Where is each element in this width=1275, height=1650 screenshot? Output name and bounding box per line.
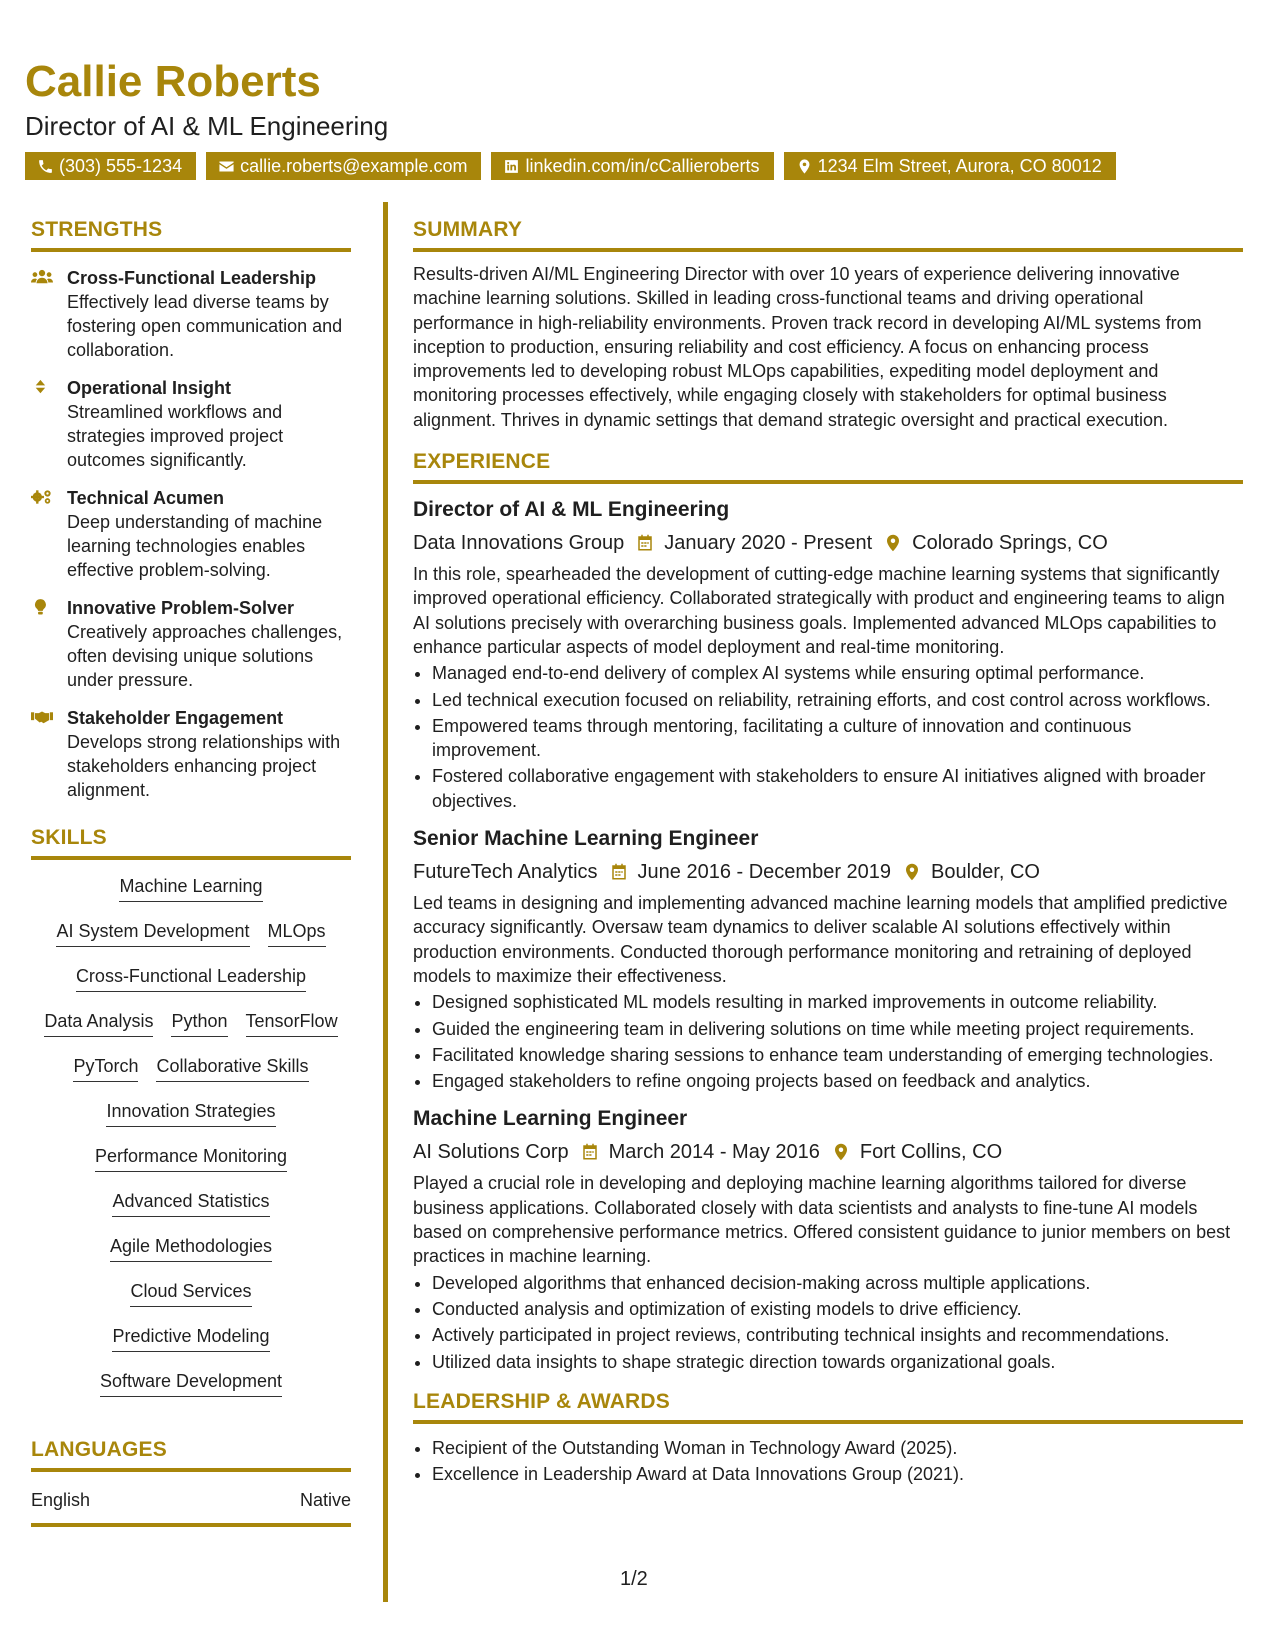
contact-linkedin[interactable]	[491, 152, 773, 180]
strength-title: Cross-Functional Leadership	[67, 268, 317, 288]
language-level: Native	[299, 1490, 351, 1510]
skill-row	[106, 1099, 275, 1144]
job-bullet: • Engaged stakeholders to refine ongoing projects based on feedback and analytics.	[432, 1069, 1243, 1093]
job-title: Machine Learning Engineer	[413, 1107, 688, 1131]
job-bullet: • Guided the engineering team in delivering solutions on time while meeting project requirements.	[432, 1017, 1243, 1041]
contact-address[interactable]	[784, 152, 1116, 180]
skill-tag: Python	[171, 1009, 227, 1037]
job-bullets	[413, 990, 1243, 1093]
skill-tag: Innovation Strategies	[106, 1099, 275, 1127]
job-bullet: • Managed end-to-end delivery of complex AI systems while ensuring optimal performance.	[432, 661, 1243, 685]
job-meta	[413, 1137, 1243, 1167]
strength-desc: Creatively approaches challenges, often devising unique solutions under pressure.	[67, 622, 343, 690]
job-bullet: • Facilitated knowledge sharing sessions to enhance team understanding of emerging technologies.	[432, 1043, 1243, 1067]
strength-item	[31, 376, 351, 472]
awards-heading: LEADERSHIP & AWARDS	[413, 1390, 1243, 1424]
strength-desc: Effectively lead diverse teams by fostering open communication and collaboration.	[67, 292, 343, 360]
job-entry	[413, 825, 1243, 1093]
strength-item	[31, 266, 351, 362]
awards-list	[413, 1436, 1243, 1487]
job-bullet: • Developed algorithms that enhanced decision-making across multiple applications.	[432, 1271, 1243, 1295]
map-pin-icon	[884, 533, 902, 553]
skill-tag: PyTorch	[73, 1054, 138, 1082]
skill-row	[110, 1234, 272, 1279]
strengths-heading: STRENGTHS	[31, 218, 351, 252]
left-column	[31, 218, 351, 1527]
job-bullet: • Actively participated in project reviews, contributing technical insights and recommendations.	[432, 1323, 1243, 1347]
contact-email-text: callie.roberts@example.com	[240, 155, 468, 176]
job-description: Played a crucial role in developing and deploying machine learning algorithms tailored for diverse business applications. Collaborated closely with data scientists and analysts to fine-tune AI models based on comprehensive performance metrics. Offered consistent guidance to junior members on best practices in machine learning.	[413, 1173, 1231, 1267]
strength-desc: Streamlined workflows and strategies improved project outcomes significantly.	[67, 402, 284, 470]
job-bullet: • Conducted analysis and optimization of existing models to drive efficiency.	[432, 1297, 1243, 1321]
job-meta	[413, 857, 1243, 887]
contact-email[interactable]	[206, 152, 481, 180]
job-entry	[413, 1105, 1243, 1373]
job-dates: January 2020 - Present	[664, 532, 873, 555]
experience-list	[413, 496, 1243, 1374]
linkedin-icon	[503, 158, 520, 175]
languages-heading: LANGUAGES	[31, 1438, 351, 1472]
job-location: Fort Collins, CO	[859, 1141, 1003, 1164]
skill-tag: Agile Methodologies	[110, 1234, 272, 1262]
strength-title: Innovative Problem-Solver	[67, 598, 295, 618]
column-divider	[383, 202, 388, 1602]
skill-row	[112, 1324, 269, 1369]
map-pin-icon	[796, 158, 813, 175]
skill-tag: Software Development	[100, 1369, 282, 1397]
strength-title: Stakeholder Engagement	[67, 708, 284, 728]
job-company: FutureTech Analytics	[413, 861, 598, 884]
skill-tag: Predictive Modeling	[112, 1324, 269, 1352]
job-meta	[413, 528, 1243, 558]
job-bullet: • Utilized data insights to shape strategic direction towards organizational goals.	[432, 1350, 1243, 1374]
job-company: Data Innovations Group	[413, 532, 625, 555]
map-pin-icon	[903, 862, 921, 882]
handshake-icon	[31, 708, 53, 726]
skill-row	[56, 919, 325, 964]
skill-tag: MLOps	[268, 919, 326, 947]
right-column	[413, 218, 1243, 1488]
job-bullet: • Empowered teams through mentoring, facilitating a culture of innovation and continuous improvement.	[432, 714, 1243, 763]
skill-tag: Machine Learning	[119, 874, 262, 902]
job-bullet: • Designed sophisticated ML models resulting in marked improvements in outcome reliability.	[432, 990, 1243, 1014]
page-number: 1/2	[620, 1568, 648, 1590]
skill-tag: Data Analysis	[44, 1009, 153, 1037]
skill-tag: Cloud Services	[130, 1279, 251, 1307]
skill-row	[95, 1144, 287, 1189]
job-dates: June 2016 - December 2019	[637, 861, 892, 884]
phone-icon	[37, 158, 54, 175]
contact-phone-text: (303) 555-1234	[59, 155, 183, 176]
contact-linkedin-text: linkedin.com/in/cCallieroberts	[525, 155, 760, 176]
job-location: Colorado Springs, CO	[912, 532, 1108, 555]
strength-desc: Develops strong relationships with stakeholders enhancing project alignment.	[67, 732, 341, 800]
strength-item	[31, 596, 351, 692]
award-item: • Excellence in Leadership Award at Data Innovations Group (2021).	[432, 1462, 1243, 1486]
contact-address-text: 1234 Elm Street, Aurora, CO 80012	[817, 155, 1102, 176]
map-pin-icon	[832, 1142, 850, 1162]
job-entry	[413, 496, 1243, 813]
skill-tag: TensorFlow	[246, 1009, 338, 1037]
skills-list	[31, 874, 351, 1414]
job-title: Director of AI & ML Engineering	[413, 498, 730, 522]
skill-row	[119, 874, 262, 919]
skill-row	[130, 1279, 251, 1324]
strength-desc: Deep understanding of machine learning technologies enables effective problem-solving.	[67, 512, 323, 580]
sort-arrows-icon	[31, 378, 53, 396]
skill-tag: Cross-Functional Leadership	[76, 964, 306, 992]
candidate-name: Callie Roberts	[25, 57, 321, 106]
contact-bar	[25, 152, 1116, 180]
job-title: Senior Machine Learning Engineer	[413, 827, 759, 851]
gears-icon	[31, 488, 53, 506]
summary-text: Results-driven AI/ML Engineering Director with over 10 years of experience delivering innovative machine learning solutions. Skilled in leading cross-functional teams and driving operational performance in high-reliability environments. Proven track record in developing AI/ML systems from inception to production, ensuring reliability and cost efficiency. A focus on enhancing process improvements led to developing robust MLOps capabilities, expediting model deployment and monitoring processes effectively, while engaging closely with stakeholders for optimal business alignment. Thrives in dynamic settings that demand strategic oversight and practical execution.	[413, 264, 1202, 430]
skill-row	[44, 1009, 337, 1054]
strength-title: Operational Insight	[67, 378, 232, 398]
job-company: AI Solutions Corp	[413, 1141, 569, 1164]
calendar-icon	[636, 533, 654, 553]
job-bullets	[413, 661, 1243, 813]
skill-tag: Collaborative Skills	[156, 1054, 308, 1082]
candidate-title: Director of AI & ML Engineering	[25, 111, 389, 141]
strength-item	[31, 706, 351, 802]
experience-heading: EXPERIENCE	[413, 450, 1243, 484]
skill-row	[76, 964, 306, 1009]
job-bullets	[413, 1271, 1243, 1374]
users-icon	[31, 268, 53, 286]
calendar-icon	[581, 1142, 599, 1162]
job-dates: March 2014 - May 2016	[608, 1141, 820, 1164]
strength-title: Technical Acumen	[67, 488, 225, 508]
job-bullet: • Fostered collaborative engagement with stakeholders to ensure AI initiatives aligned with broader objectives.	[432, 764, 1243, 813]
contact-phone[interactable]	[25, 152, 196, 180]
calendar-icon	[610, 862, 628, 882]
skills-heading: SKILLS	[31, 826, 351, 860]
language-item	[31, 1490, 351, 1527]
strength-item	[31, 486, 351, 582]
award-item: • Recipient of the Outstanding Woman in Technology Award (2025).	[432, 1436, 1243, 1460]
skill-row	[100, 1369, 282, 1414]
job-description: Led teams in designing and implementing advanced machine learning models that amplified predictive accuracy significantly. Oversaw team dynamics to deliver scalable AI solutions effectively within production environments. Conducted thorough performance monitoring and retraining of deployed models to maximize their effectiveness.	[413, 893, 1228, 986]
job-location: Boulder, CO	[931, 861, 1040, 884]
skill-tag: Advanced Statistics	[112, 1189, 269, 1217]
summary-heading: SUMMARY	[413, 218, 1243, 252]
job-description: In this role, spearheaded the development of cutting-edge machine learning systems that significantly improved operational efficiency. Collaborated strategically with product and engineering teams to align AI solutions precisely with overarching business goals. Implemented advanced MLOps capabilities to enhance particular aspects of model deployment and real-time monitoring.	[413, 564, 1225, 657]
language-name: English	[31, 1490, 91, 1510]
skill-row	[73, 1054, 308, 1099]
skill-tag: AI System Development	[56, 919, 249, 947]
envelope-icon	[218, 158, 235, 175]
lightbulb-icon	[31, 598, 53, 616]
skill-tag: Performance Monitoring	[95, 1144, 287, 1172]
job-bullet: • Led technical execution focused on reliability, retraining efforts, and cost control across workflows.	[432, 688, 1243, 712]
skill-row	[112, 1189, 269, 1234]
